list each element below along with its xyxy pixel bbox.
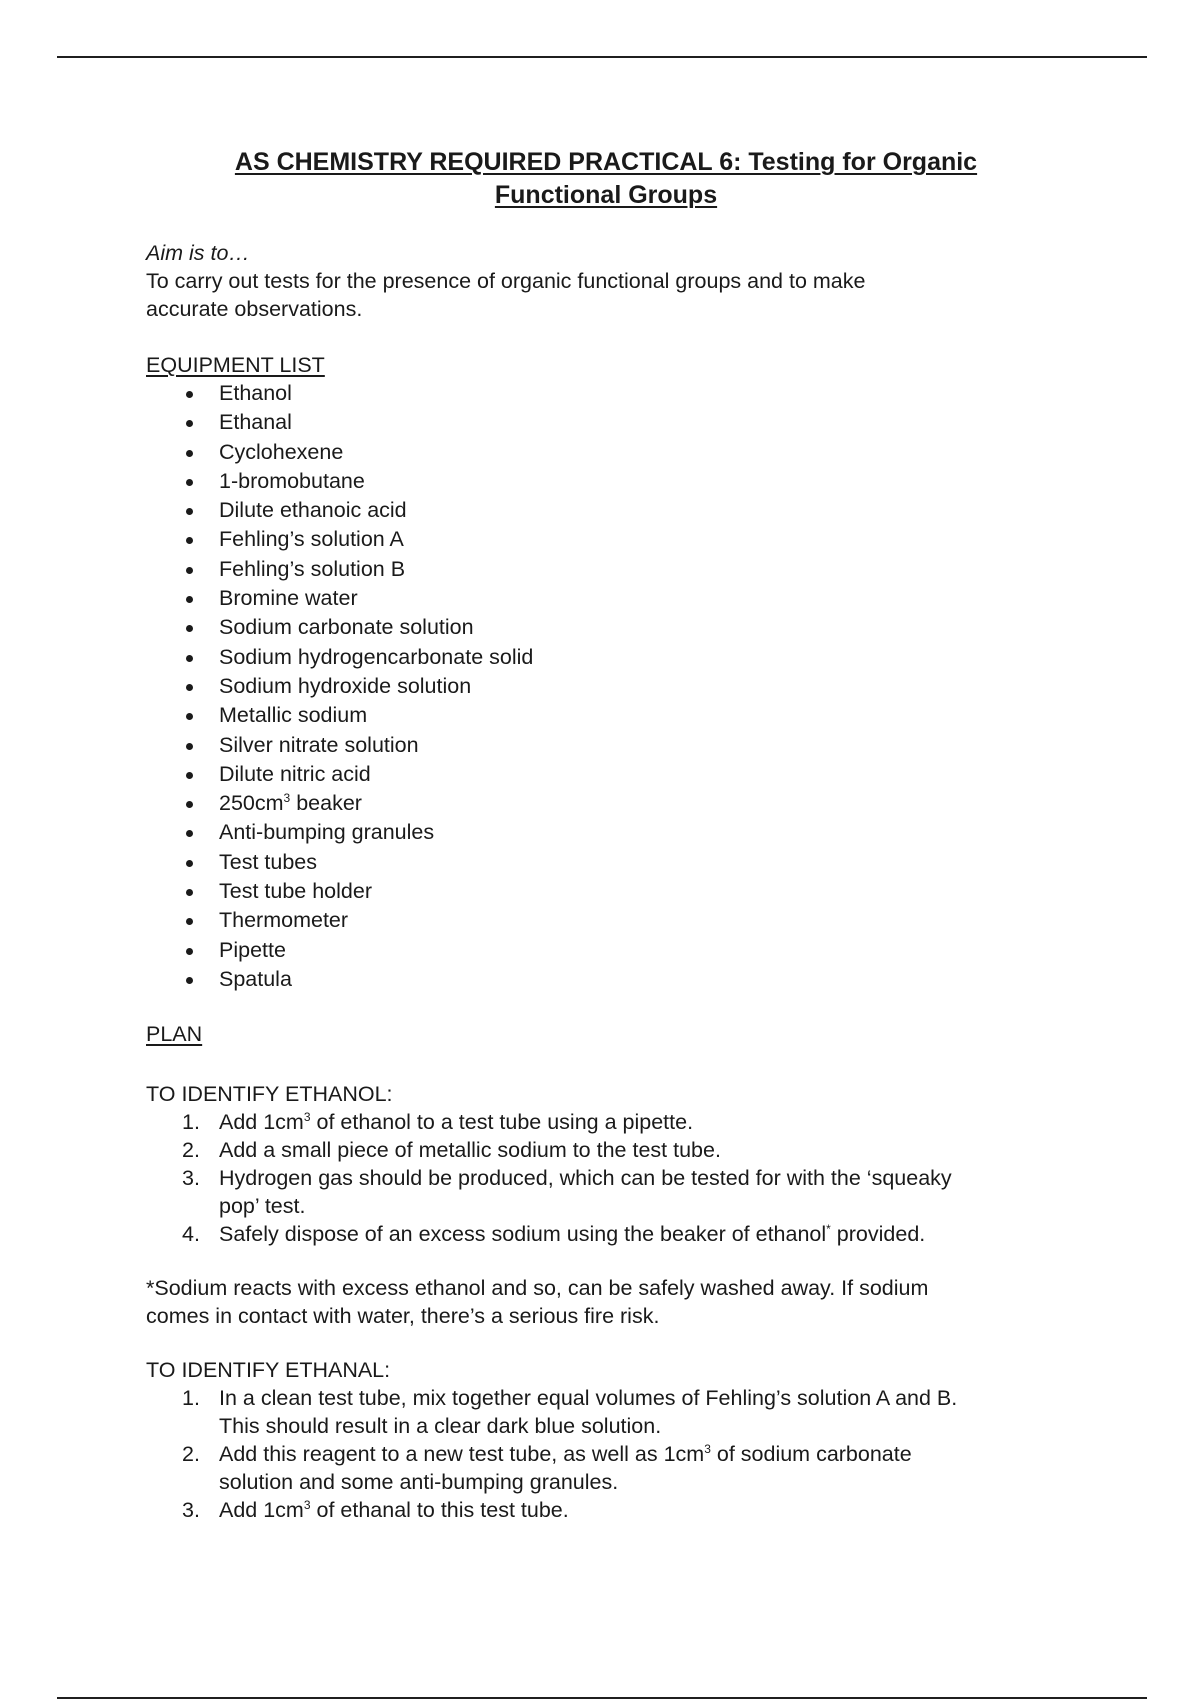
step-number: 3.	[182, 1166, 200, 1191]
step-text: Add 1cm	[219, 1110, 304, 1135]
equipment-heading-text: EQUIPMENT LIST	[146, 353, 325, 377]
list-item: Dilute nitric acid	[146, 760, 1066, 789]
step-number: 2.	[182, 1138, 200, 1163]
title-line-1: AS CHEMISTRY REQUIRED PRACTICAL 6: Testing for Organic	[234, 148, 978, 176]
step-text: Add this reagent to a new test tube, as well as 1cm	[219, 1442, 705, 1467]
plan-heading	[146, 1020, 1066, 1048]
ethanol-heading: TO IDENTIFY ETHANOL:	[146, 1082, 393, 1107]
step-text: solution and some anti-bumping granules.	[219, 1470, 619, 1495]
footnote-line-2: comes in contact with water, there’s a serious fire risk.	[146, 1304, 660, 1329]
plan-heading-text: PLAN	[146, 1022, 203, 1047]
ethanal-subsection	[146, 1356, 1066, 1524]
footnote-marker: *	[826, 1222, 831, 1237]
list-item: Thermometer	[146, 906, 1066, 935]
superscript: 3	[704, 1442, 711, 1457]
step-text: of ethanal to this test tube.	[310, 1498, 569, 1523]
step-text: of sodium carbonate	[710, 1442, 912, 1467]
step-text: of ethanol to a test tube using a pipette.	[310, 1110, 694, 1135]
header-rule	[57, 56, 1147, 58]
ethanal-steps	[146, 1384, 1066, 1524]
step-item	[146, 1108, 1066, 1136]
list-item: Test tubes	[146, 848, 1066, 877]
list-item: Fehling’s solution B	[146, 555, 1066, 584]
step-text: In a clean test tube, mix together equal volumes of Fehling’s solution A and B.	[219, 1386, 958, 1411]
step-text: pop’ test.	[219, 1194, 306, 1219]
superscript: 3	[283, 791, 291, 805]
step-number: 2.	[182, 1442, 200, 1467]
step-text: Add a small piece of metallic sodium to the test tube.	[219, 1138, 721, 1163]
title-line-2: Functional Groups	[494, 181, 718, 209]
beaker-volume: 250cm	[219, 791, 284, 816]
list-item	[146, 789, 1066, 818]
list-item: 1-bromobutane	[146, 467, 1066, 496]
ethanal-heading: TO IDENTIFY ETHANAL:	[146, 1358, 391, 1383]
step-item	[146, 1220, 1066, 1248]
superscript: 3	[303, 1498, 311, 1513]
beaker-label: beaker	[290, 791, 362, 816]
list-item: Pipette	[146, 936, 1066, 965]
list-item: Cyclohexene	[146, 438, 1066, 467]
list-item: Metallic sodium	[146, 701, 1066, 730]
list-item: Silver nitrate solution	[146, 731, 1066, 760]
step-number: 1.	[182, 1386, 200, 1411]
list-item: Bromine water	[146, 584, 1066, 613]
equipment-heading	[146, 351, 1066, 379]
list-item: Test tube holder	[146, 877, 1066, 906]
step-number: 4.	[182, 1222, 200, 1247]
step-text: Hydrogen gas should be produced, which can be tested for with the ‘squeaky	[219, 1166, 952, 1191]
step-number: 1.	[182, 1110, 200, 1135]
list-item: Ethanol	[146, 379, 1066, 408]
list-item: Sodium hydrogencarbonate solid	[146, 643, 1066, 672]
document-page	[146, 146, 1066, 1524]
step-text: Add 1cm	[219, 1498, 304, 1523]
aim-text-line-2: accurate observations.	[146, 297, 363, 321]
footnote	[146, 1274, 1066, 1330]
list-item: Spatula	[146, 965, 1066, 994]
step-item	[146, 1136, 1066, 1164]
list-item: Sodium hydroxide solution	[146, 672, 1066, 701]
step-item	[146, 1164, 1066, 1220]
step-item	[146, 1440, 1066, 1496]
aim-section	[146, 239, 1066, 323]
list-item: Dilute ethanoic acid	[146, 496, 1066, 525]
list-item: Sodium carbonate solution	[146, 613, 1066, 642]
plan-section	[146, 1020, 1066, 1524]
aim-text-line-1: To carry out tests for the presence of organic functional groups and to make	[146, 269, 866, 293]
step-item	[146, 1496, 1066, 1524]
step-number: 3.	[182, 1498, 200, 1523]
equipment-list	[146, 379, 1066, 994]
footer-rule	[57, 1697, 1147, 1699]
step-item	[146, 1384, 1066, 1440]
aim-label: Aim is to…	[146, 241, 250, 265]
footnote-line-1: *Sodium reacts with excess ethanol and so, can be safely washed away. If sodium	[146, 1276, 929, 1301]
list-item: Anti-bumping granules	[146, 818, 1066, 847]
list-item: Ethanal	[146, 408, 1066, 437]
step-text: provided.	[830, 1222, 926, 1247]
step-text: Safely dispose of an excess sodium using the beaker of ethanol	[219, 1222, 827, 1247]
step-text: This should result in a clear dark blue solution.	[219, 1414, 662, 1439]
superscript: 3	[303, 1110, 311, 1125]
document-title	[136, 146, 1076, 212]
ethanol-steps	[146, 1108, 1066, 1248]
list-item: Fehling’s solution A	[146, 525, 1066, 554]
ethanol-subsection	[146, 1080, 1066, 1330]
equipment-section	[146, 351, 1066, 994]
